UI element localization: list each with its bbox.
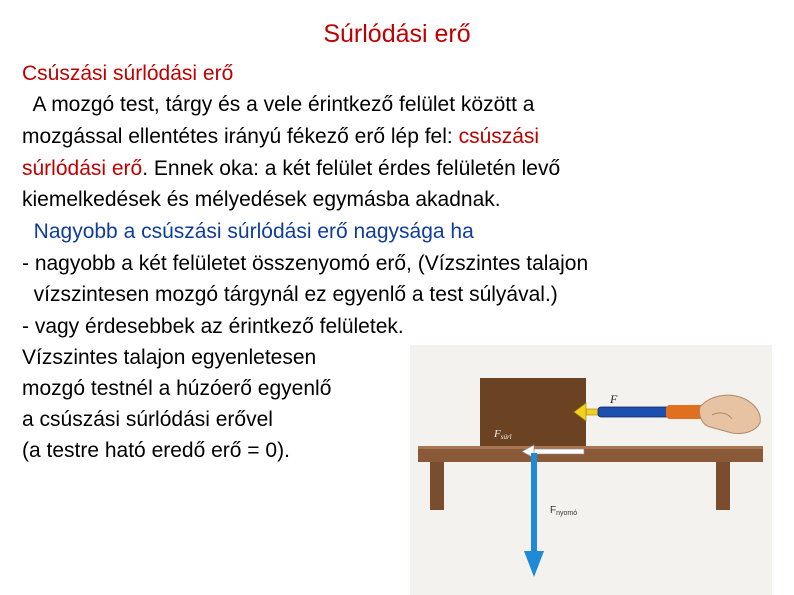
- label-F-surl-main: F: [494, 428, 501, 440]
- table-leg-left: [430, 460, 444, 510]
- paragraph-2-line-3: vízszintesen mozgó tárgynál ez egyenlő a test súlyával.): [22, 283, 558, 306]
- label-F: F: [610, 392, 618, 406]
- label-F-nyomo-main: F: [550, 505, 557, 516]
- friction-force-arrow-shaft: [534, 449, 584, 454]
- highlight-term-1: csúszási: [458, 125, 540, 148]
- paragraph-1-line-2-text: mozgással ellentétes irányú fékező erő lép fel:: [22, 125, 459, 148]
- paragraph-3-line-4: (a testre ható eredő erő = 0).: [22, 439, 290, 462]
- paragraph-1-line-4: kiemelkedések és mélyedések egymásba akadnak.: [22, 188, 501, 211]
- paragraph-1-line-2: [22, 121, 539, 153]
- label-F-surl-sub: súrl: [500, 433, 512, 441]
- paragraph-2-line-4: - vagy érdesebbek az érintkező felületek.: [22, 315, 404, 338]
- label-F-nyomo-sub: nyomó: [556, 510, 578, 517]
- paragraph-2-line-1: Nagyobb a csúszási súrlódási erő nagysága ha: [22, 220, 474, 243]
- paragraph-2-line-2: - nagyobb a két felületet összenyomó erő, (Vízszintes talajon: [22, 252, 589, 275]
- subtitle: Csúszási súrlódási erő: [22, 62, 234, 85]
- paragraph-1-line-3: [22, 153, 560, 185]
- slide-title: Súrlódási erő: [323, 20, 471, 48]
- friction-illustration: [410, 345, 772, 595]
- paragraph-3-line-2: mozgó testnél a húzóerő egyenlő: [22, 377, 332, 400]
- paragraph-1-line-3-text: . Ennek oka: a két felület érdes felületén levő: [142, 157, 561, 180]
- table-leg-right: [716, 460, 730, 510]
- paragraph-1-line-1: A mozgó test, tárgy és a vele érintkező felület között a: [22, 93, 535, 116]
- normal-force-arrow-shaft: [531, 453, 537, 553]
- paragraph-3-line-3: a csúszási súrlódási erővel: [22, 408, 273, 431]
- highlight-term-2: súrlódási erő: [22, 157, 143, 180]
- table-top-edge: [418, 446, 763, 449]
- paragraph-3-line-1: Vízszintes talajon egyenletesen: [22, 346, 317, 369]
